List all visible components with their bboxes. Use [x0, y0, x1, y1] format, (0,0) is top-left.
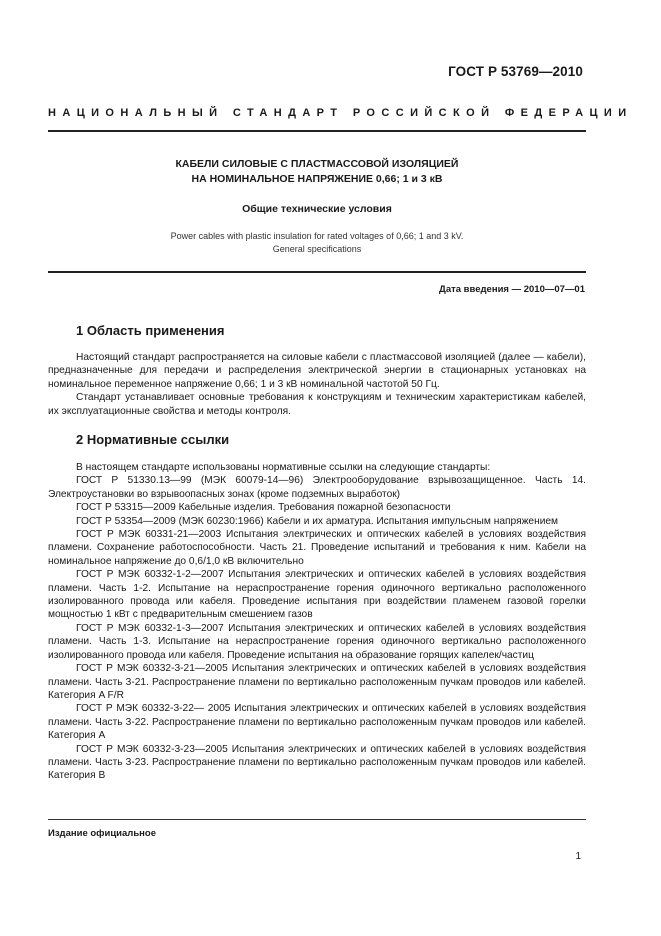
- english-title-line-2: General specifications: [272, 244, 362, 254]
- reference-item: ГОСТ Р МЭК 60332-1-3—2007 Испытания электрических и оптических кабелей в условиях воздействия пламени. Часть 1-3. Испытание на нераспространение горения одиночного вертикально расположенного изолированного провода или кабеля. Проведение испытания на образование горящих капелек/частиц: [48, 622, 586, 661]
- section-1-heading: 1 Область применения: [76, 323, 225, 338]
- reference-item: ГОСТ Р МЭК 60332-3-23—2005 Испытания электрических и оптических кабелей в условиях воздействия пламени. Часть 3-23. Распространение пламени по вертикально расположенным пучкам проводов или кабелей. Категория В: [48, 743, 586, 782]
- paragraph: Стандарт устанавливает основные требования к конструкциям и техническим характеристикам кабелей, их эксплуатационные свойства и методы контроля.: [48, 392, 586, 417]
- edition-note: Издание официальное: [48, 828, 156, 839]
- section-2-heading: 2 Нормативные ссылки: [76, 432, 230, 447]
- section-2-body: [48, 461, 586, 783]
- reference-item: ГОСТ Р МЭК 60331-21—2003 Испытания электрических и оптических кабелей в условиях воздействия пламени. Сохранение работоспособности. Часть 21. Проведение испытаний и требования к ним. Кабели на номинальное напряжение до 0,6/1,0 кВ включительно: [48, 529, 586, 567]
- section-1-body: [48, 351, 586, 418]
- header-divider: [48, 130, 586, 132]
- reference-item: ГОСТ Р МЭК 60332-3-22— 2005 Испытания электрических и оптических кабелей в условиях воздействия пламени. Часть 3-22. Распространение пламени по вертикально расположенным пучкам проводов или кабелей. Категория А: [48, 703, 586, 742]
- paragraph: В настоящем стандарте использованы нормативные ссылки на следующие стандарты:: [76, 462, 491, 473]
- reference-item: ГОСТ Р 53354—2009 (МЭК 60230:1966) Кабели и их арматура. Испытания импульсным напряжением: [76, 515, 559, 527]
- english-title-line-1: Power cables with plastic insulation for rated voltages of 0,66; 1 and 3 kV.: [170, 231, 464, 241]
- footer-divider: [48, 819, 586, 820]
- document-subtitle: Общие технические условия: [242, 203, 392, 215]
- reference-item: ГОСТ Р 51330.13—99 (МЭК 60079-14—96) Электрооборудование взрывозащищенное. Часть 14. Электроустановки во взрывоопасных зонах (кроме подземных выработок): [48, 475, 586, 500]
- paragraph: Настоящий стандарт распространяется на силовые кабели с пластмассовой изоляцией (далее — кабели), предназначенные для передачи и распределения электрической энергии в стационарных установках на номинальное переменное напряжение 0,66; 1 и 3 кВ номинальной частотой 50 Гц.: [48, 352, 586, 390]
- document-code: ГОСТ Р 53769—2010: [448, 64, 583, 79]
- page-number: 1: [575, 851, 581, 862]
- title-divider: [48, 271, 586, 273]
- reference-item: ГОСТ Р МЭК 60332-1-2—2007 Испытания электрических и оптических кабелей в условиях воздействия пламени. Часть 1-2. Испытание на нераспространение горения одиночного вертикально расположенного изолированного провода или кабеля. Проведение испытания при воздействии пламенем газовой горелки мощностью 1 кВт с предварительным смешением газов: [48, 569, 586, 621]
- reference-item: ГОСТ Р МЭК 60332-3-21—2005 Испытания электрических и оптических кабелей в условиях воздействия пламени. Часть 3-21. Распространение пламени по вертикально расположенным пучкам проводов или кабелей. Категория A F/R: [48, 663, 586, 701]
- national-standard-banner: НАЦИОНАЛЬНЫЙ СТАНДАРТ РОССИЙСКОЙ ФЕДЕРАЦИИ: [48, 107, 633, 119]
- title-line-2: НА НОМИНАЛЬНОЕ НАПРЯЖЕНИЕ 0,66; 1 и 3 кВ: [191, 173, 443, 185]
- title-line-1: КАБЕЛИ СИЛОВЫЕ С ПЛАСТМАССОВОЙ ИЗОЛЯЦИЕЙ: [175, 158, 459, 170]
- reference-item: ГОСТ Р 53315—2009 Кабельные изделия. Требования пожарной безопасности: [76, 502, 451, 514]
- introduction-date: Дата введения — 2010—07—01: [439, 284, 585, 295]
